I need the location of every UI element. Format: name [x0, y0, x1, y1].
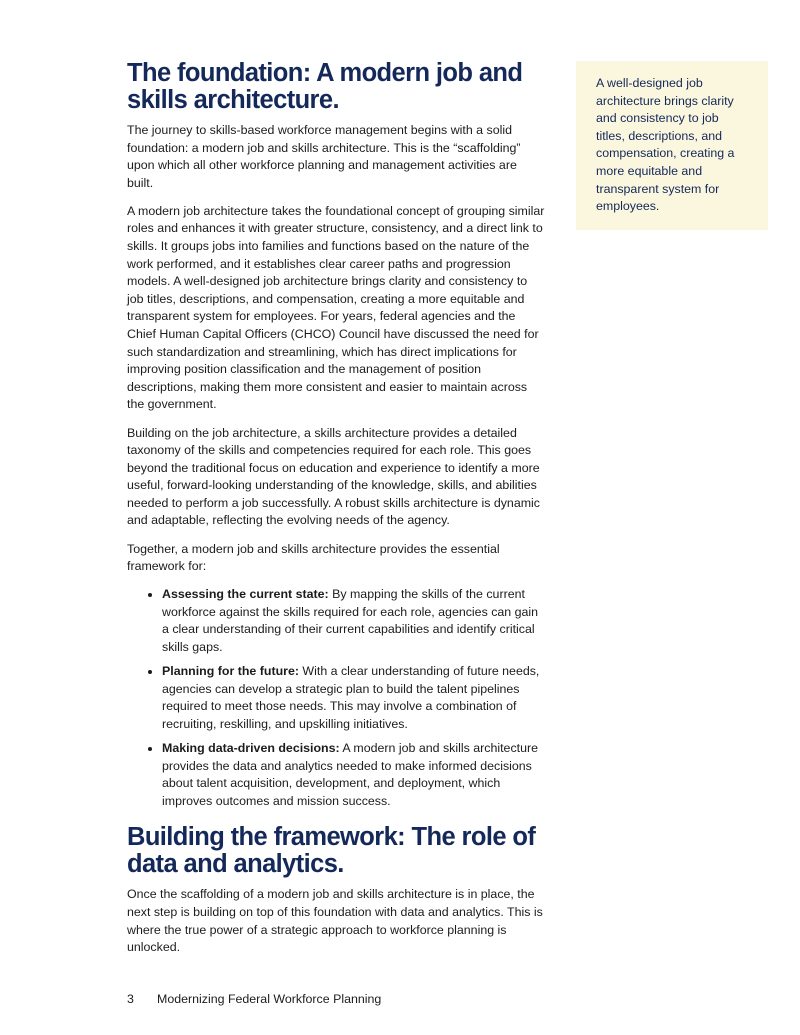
main-column	[127, 60, 545, 967]
bullet-lead: Assessing the current state:	[162, 587, 329, 602]
page-number: 3	[127, 992, 134, 1006]
bullet-lead: Making data-driven decisions:	[162, 741, 340, 755]
section-heading-foundation: The foundation: A modern job and skills architecture.	[127, 59, 523, 114]
paragraph-data-analytics: Once the scaffolding of a modern job and skills architecture is in place, the next step is building on top of this foundation with data and analytics. This is where the true power of a strategic approach to workforce planning is unlocked.	[127, 887, 543, 955]
bullet-assessing-current-state	[162, 586, 545, 656]
paragraph-framework-intro: Together, a modern job and skills architecture provides the essential framework for:	[127, 541, 500, 574]
paragraph-intro: The journey to skills-based workforce management begins with a solid foundation: a modern job and skills architecture. This is the “scaffolding” upon which all other workforce planning and management activities are built.	[127, 123, 521, 190]
bullet-lead: Planning for the future:	[162, 664, 299, 679]
pull-quote-text: A well-designed job architecture brings clarity and consistency to job titles, descriptions, and compensation, creating a more equitable and transparent system for employees.	[596, 76, 735, 214]
document-title: Modernizing Federal Workforce Planning	[157, 992, 382, 1006]
section-heading-framework: Building the framework: The role of data and analytics.	[127, 823, 536, 879]
page-footer	[127, 992, 381, 1006]
framework-bullet-list	[127, 586, 545, 810]
bullet-planning-future	[162, 663, 545, 733]
pull-quote-callout	[576, 61, 768, 230]
bullet-data-driven-decisions	[162, 740, 545, 810]
bullet-text: By mapping the skills of the current workforce against the skills required for each role, agencies can gain a clear understanding of their current capabilities and identify critical skills gaps.	[162, 587, 539, 655]
paragraph-skills-architecture: Building on the job architecture, a skills architecture provides a detailed taxonomy of the skills and competencies required for each role. This goes beyond the traditional focus on education and experience to identify a more useful, forward-looking understanding of the knowledge, skills, and abilities needed to perform a job successfully. A robust skills architecture is dynamic and adaptable, reflecting the evolving needs of the agency.	[127, 425, 540, 528]
bullet-text: With a clear understanding of future needs, agencies can develop a strategic plan to build the talent pipelines required to meet those needs. This may involve a combination of recruiting, reskilling, and upskilling initiatives.	[162, 664, 540, 731]
bullet-text: A modern job and skills architecture provides the data and analytics needed to make informed decisions about talent acquisition, development, and deployment, which improves outcomes and mission success.	[162, 741, 538, 808]
paragraph-job-architecture: A modern job architecture takes the foundational concept of grouping similar roles and enhances it with greater structure, consistency, and a direct link to skills. It groups jobs into families and functions based on the nature of the work performed, and it establishes clear career paths and progression models. A well-designed job architecture brings clarity and consistency to job titles, descriptions, and compensation, creating a more equitable and transparent system for employees. For years, federal agencies and the Chief Human Capital Officers (CHCO) Council have discussed the need for such standardization and streamlining, which has direct implications for improving position classification and the management of position descriptions, making them more consistent and easier to maintain across the government.	[127, 203, 545, 412]
